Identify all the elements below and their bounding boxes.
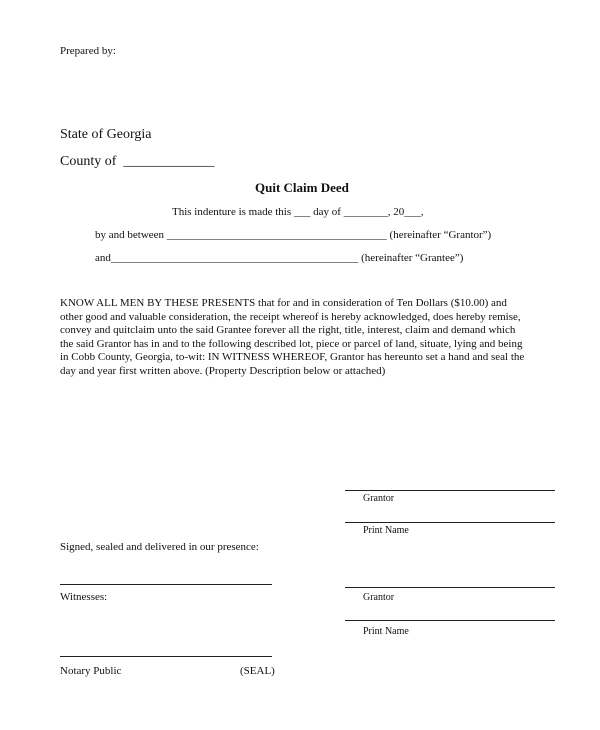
paragraph-line: in Cobb County, Georgia, to-wit: IN WITNESS WHEREOF, Grantor has hereunto set a hand and seal the — [60, 351, 525, 364]
print-name-label-2: Print Name — [363, 626, 409, 637]
conveyance-paragraph — [60, 297, 524, 379]
print-name-line-2 — [345, 620, 555, 621]
grantor-signature-line-1 — [345, 490, 555, 491]
grantor-signature-line-2 — [345, 587, 555, 588]
prepared-by-label: Prepared by: — [60, 45, 116, 57]
indenture-line: This indenture is made this ___ day of ________, 20___, — [172, 206, 424, 218]
grantor-label-2: Grantor — [363, 592, 395, 603]
notary-label: Notary Public — [60, 665, 122, 677]
witnesses-label: Witnesses: — [60, 591, 108, 603]
notary-signature-line — [60, 656, 272, 657]
grantor-label-1: Grantor — [363, 493, 395, 504]
grantee-party-line: and_____________________________________________ (hereinafter “Grantee”) — [95, 252, 464, 264]
paragraph-line: KNOW ALL MEN BY THESE PRESENTS that for and in consideration of Ten Dollars ($10.00) and — [60, 297, 507, 309]
print-name-line-1 — [345, 522, 555, 523]
paragraph-line: the said Grantor has in and to the following described lot, piece or parcel of land, situate, lying and being — [60, 337, 523, 350]
signed-sealed-label: Signed, sealed and delivered in our presence: — [60, 541, 259, 553]
paragraph-line: other good and valuable consideration, the receipt whereof is hereby acknowledged, does hereby remise, — [60, 310, 521, 323]
seal-label: (SEAL) — [240, 665, 275, 677]
document-title: Quit Claim Deed — [255, 180, 349, 195]
paragraph-line: convey and quitclaim unto the said Grantee forever all the right, title, interest, claim and demand which — [60, 324, 516, 337]
witness-signature-line — [60, 584, 272, 585]
grantor-party-line: by and between ________________________________________ (hereinafter “Grantor”) — [95, 229, 492, 241]
paragraph-line: day and year first written above. (Property Description below or attached) — [60, 364, 386, 377]
print-name-label-1: Print Name — [363, 525, 409, 536]
county-field: County of _____________ — [60, 154, 215, 169]
state-label: State of Georgia — [60, 127, 152, 142]
